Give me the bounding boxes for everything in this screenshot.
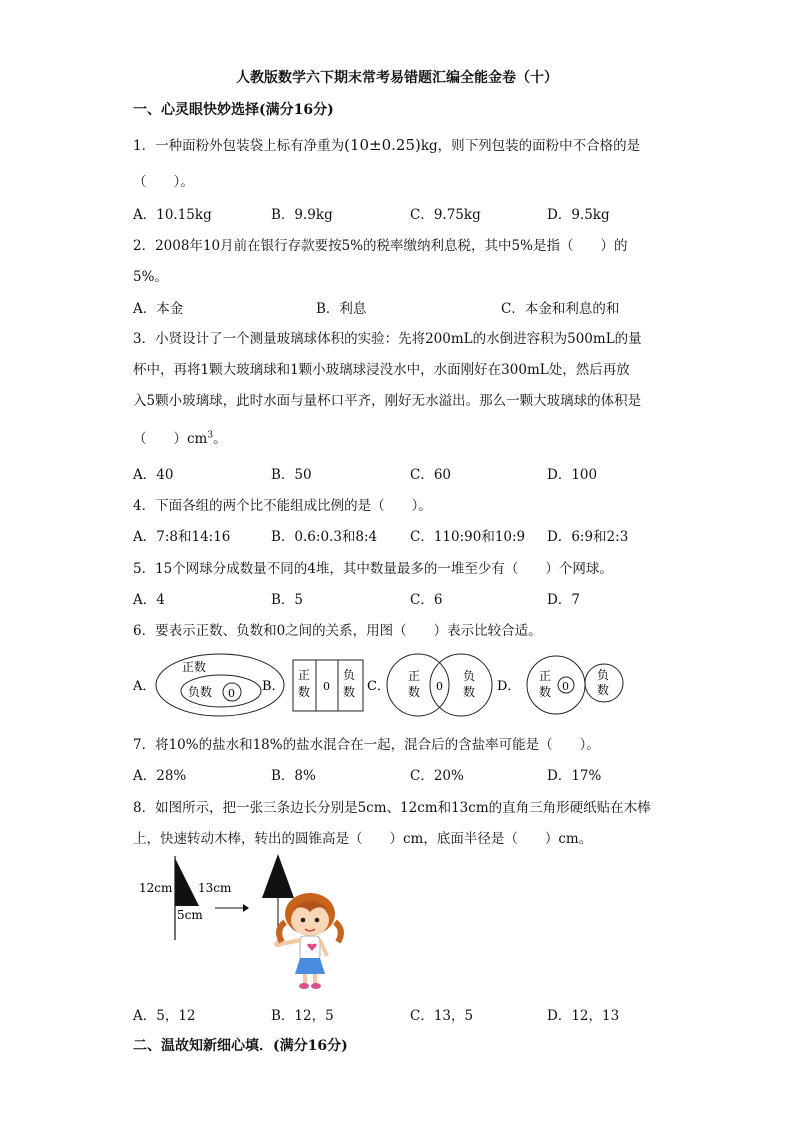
q7-line-1: 7．将10%的盐水和18%的盐水混合在一起，混合后的含盐率可能是（ ）。 xyxy=(133,737,600,753)
q6-c-zheng-bottom: 数 xyxy=(408,685,421,699)
q5-option-a[interactable]: A．4 xyxy=(133,592,165,608)
q1-expression: (10±0.25) xyxy=(344,136,421,154)
q4-line-1: 4．下面各组的两个比不能组成比例的是（ ）。 xyxy=(133,498,432,514)
q6-b-zero: 0 xyxy=(323,680,330,693)
q6-d-zero: 0 xyxy=(562,680,569,693)
q6-b-fu-top: 负 xyxy=(343,668,356,682)
q3-line-3: 入5颗小玻璃球，此时水面与量杯口平齐，刚好无水溢出。那么一颗大玻璃球的体积是 xyxy=(133,393,642,409)
q7-option-b[interactable]: B．8% xyxy=(271,768,316,784)
q6-diagrams xyxy=(125,650,635,720)
q6-c-zero: 0 xyxy=(436,680,443,693)
page-title: 人教版数学六下期末常考易错题汇编全能金卷（十） xyxy=(236,70,558,86)
section-2-heading: 二、温故知新细心填．(满分16分) xyxy=(133,1038,348,1054)
q8-option-a[interactable]: A．5，12 xyxy=(133,1008,196,1024)
q2-option-a[interactable]: A．本金 xyxy=(133,301,184,317)
q5-option-b[interactable]: B．5 xyxy=(271,592,304,608)
q3-line-2: 杯中，再将1颗大玻璃球和1颗小玻璃球浸没水中，水面刚好在300mL处，然后再放 xyxy=(133,362,630,378)
q8-option-d[interactable]: D．12，13 xyxy=(547,1008,620,1024)
q8-triangle xyxy=(175,858,199,906)
q2-options xyxy=(133,297,693,317)
q4-option-c[interactable]: C．110:90和10:9 xyxy=(410,529,526,545)
q7-option-c[interactable]: C．20% xyxy=(410,768,464,784)
q6-letter-c[interactable]: C． xyxy=(367,679,390,694)
q5-line-1: 5．15个网球分成数量不同的4堆，其中数量最多的一堆至少有（ ）个网球。 xyxy=(133,561,613,577)
q6-c-fu-bottom: 数 xyxy=(463,685,476,699)
q1-option-a[interactable]: A．10.15kg xyxy=(133,207,212,223)
q3-option-c[interactable]: C．60 xyxy=(410,467,452,483)
q5-option-c[interactable]: C．6 xyxy=(410,592,443,608)
q1-option-c[interactable]: C．9.75kg xyxy=(410,207,481,223)
q7-options xyxy=(133,764,693,784)
q6-letter-a[interactable]: A． xyxy=(133,679,156,694)
q8-label-5: 5cm xyxy=(177,908,203,922)
q6-d-zheng-circle xyxy=(527,656,585,714)
q3-line-4 xyxy=(133,427,227,447)
q8-line-1: 8．如图所示，把一张三条边长分别是5cm、12cm和13cm的直角三角形硬纸贴在木棒 xyxy=(133,800,651,816)
q1-option-b[interactable]: B．9.9kg xyxy=(271,207,333,223)
q8-cone xyxy=(262,854,294,898)
q6-b-fu-bottom: 数 xyxy=(343,685,356,699)
section-1-heading: 一、心灵眼快妙选择(满分16分) xyxy=(133,102,334,118)
q8-option-c[interactable]: C．13，5 xyxy=(410,1008,474,1024)
q6-d-zheng-bottom: 数 xyxy=(539,685,552,699)
q2-line-2: 5%。 xyxy=(133,269,168,285)
q4-option-b[interactable]: B．0.6:0.3和8:4 xyxy=(271,529,378,545)
q6-letter-b[interactable]: B． xyxy=(262,679,285,694)
q6-c-zheng-top: 正 xyxy=(408,669,421,683)
q6-d-fu-bottom: 数 xyxy=(597,683,610,697)
q3-option-b[interactable]: B．50 xyxy=(271,467,312,483)
q8-options xyxy=(133,1004,693,1024)
q3-text-a: （ ）cm xyxy=(133,431,208,447)
q1-line-1 xyxy=(133,134,640,154)
q1-line-2: （ ）。 xyxy=(133,174,194,190)
q6-c-fu-top: 负 xyxy=(463,669,476,683)
q6-b-zheng-top: 正 xyxy=(298,668,311,682)
q6-d-fu-top: 负 xyxy=(597,668,610,682)
q7-option-d[interactable]: D．17% xyxy=(547,768,602,784)
q7-option-a[interactable]: A．28% xyxy=(133,768,187,784)
q5-options xyxy=(133,588,693,608)
q6-a-zheng-label: 正数 xyxy=(182,660,207,674)
q6-line-1: 6．要表示正数、负数和0之间的关系，用图（ ）表示比较合适。 xyxy=(133,623,542,639)
q1-option-d[interactable]: D．9.5kg xyxy=(547,207,610,223)
girl-illustration xyxy=(274,893,341,989)
q8-option-b[interactable]: B．12，5 xyxy=(271,1008,334,1024)
q6-letter-d[interactable]: D． xyxy=(497,679,521,694)
q8-line-2: 上，快速转动木棒，转出的圆锥高是（ ）cm，底面半径是（ ）cm。 xyxy=(133,831,593,847)
q8-arrow-head xyxy=(243,904,249,912)
q3-option-d[interactable]: D．100 xyxy=(547,467,598,483)
q8-figure xyxy=(135,852,355,992)
q6-a-zero-label: 0 xyxy=(228,687,235,700)
q1-options xyxy=(133,203,693,223)
q6-a-fu-label: 负数 xyxy=(188,685,213,699)
q4-option-d[interactable]: D．6:9和2:3 xyxy=(547,529,629,545)
q2-line-1: 2．2008年10月前在银行存款要按5%的税率缴纳利息税，其中5%是指（ ）的 xyxy=(133,238,628,254)
q3-options xyxy=(133,463,693,483)
q3-text-b: 。 xyxy=(213,431,227,447)
q3-superscript: 3 xyxy=(207,430,214,441)
q6-b-zheng-bottom: 数 xyxy=(298,685,311,699)
q2-option-b[interactable]: B．利息 xyxy=(316,301,367,317)
q1-text-a: 1．一种面粉外包装袋上标有净重为 xyxy=(133,138,345,154)
q2-option-c[interactable]: C．本金和利息的和 xyxy=(501,301,620,317)
q1-text-b: kg，则下列包装的面粉中不合格的是 xyxy=(420,138,641,154)
q8-label-12: 12cm xyxy=(139,881,173,895)
q3-option-a[interactable]: A．40 xyxy=(133,467,174,483)
q4-options xyxy=(133,525,693,545)
q5-option-d[interactable]: D．7 xyxy=(547,592,580,608)
q4-option-a[interactable]: A．7:8和14:16 xyxy=(133,529,231,545)
q6-d-zheng-top: 正 xyxy=(539,669,552,683)
q8-label-13: 13cm xyxy=(198,881,232,895)
q3-line-1: 3．小贤设计了一个测量玻璃球体积的实验：先将200mL的水倒进容积为500mL的量 xyxy=(133,331,642,347)
